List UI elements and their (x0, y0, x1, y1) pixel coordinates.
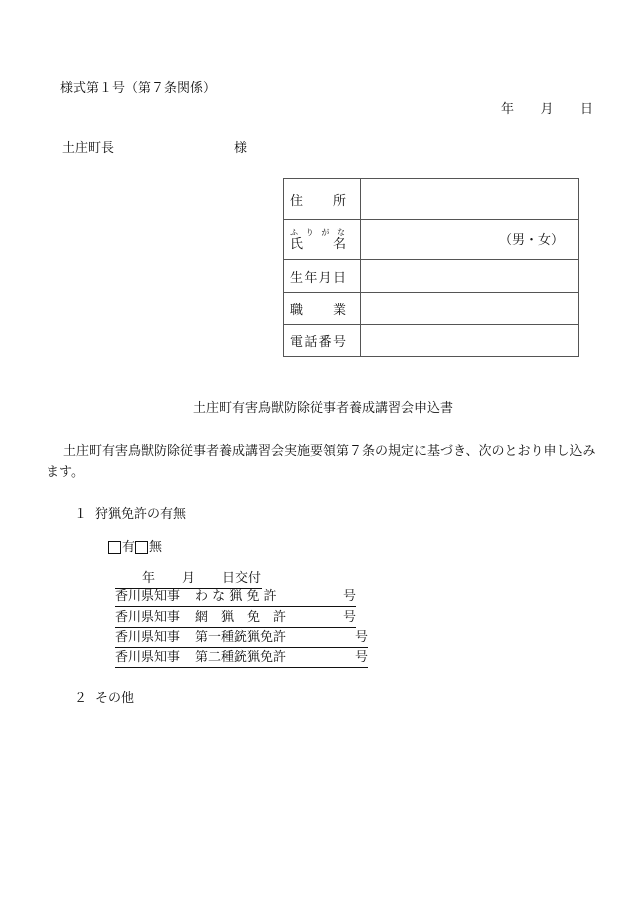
license-suffix: 号 (355, 650, 369, 665)
date-day: 日 (579, 102, 593, 117)
license-type: わ な 猟 免 許 (195, 589, 277, 604)
address-field[interactable] (361, 179, 579, 220)
license-checkbox-group (108, 541, 162, 554)
birthdate-label: 生 年 月 日 (284, 260, 361, 293)
license-row-trap[interactable] (115, 589, 356, 607)
phone-row (284, 325, 579, 357)
furigana-label: ふ り が な (290, 228, 345, 237)
date-month: 月 (540, 102, 554, 117)
license-type: 第一種銃猟免許 (195, 630, 287, 645)
document-title: 土庄町有害鳥獣防除従事者養成講習会申込書 (193, 401, 454, 416)
phone-field[interactable] (361, 325, 579, 357)
phone-label: 電 話 番 号 (284, 325, 361, 357)
addressee: 土庄町長 (62, 141, 115, 156)
license-issuer: 香川県知事 (115, 630, 181, 645)
birthdate-row (284, 260, 579, 293)
occupation-row (284, 293, 579, 325)
no-license-checkbox[interactable] (135, 541, 148, 554)
body-paragraph: 土庄町有害鳥獣防除従事者養成講習会実施要領第７条の規定に基づき、次のとおり申し込みます。 (46, 444, 596, 480)
section2-heading: その他 (95, 691, 135, 706)
name-row (284, 220, 579, 260)
license-issuer: 香川県知事 (115, 650, 181, 665)
license-suffix: 号 (343, 589, 357, 604)
license-issuer: 香川県知事 (115, 610, 181, 625)
section1-heading: 狩猟免許の有無 (95, 507, 187, 522)
section1-number: １ (74, 507, 88, 522)
license-suffix: 号 (355, 630, 369, 645)
license-type: 網 猟 免 許 (195, 610, 287, 625)
license-issuer: 香川県知事 (115, 589, 181, 604)
license-type: 第二種銃猟免許 (195, 650, 287, 665)
birthdate-field[interactable] (361, 260, 579, 293)
license-row-gun1[interactable] (115, 630, 368, 648)
name-label: ふ り が な 氏 名 (284, 220, 361, 260)
issue-year: 年 (142, 571, 156, 586)
occupation-field[interactable] (361, 293, 579, 325)
license-suffix: 号 (343, 610, 357, 625)
address-label: 住 所 (284, 179, 361, 220)
date-field (501, 103, 593, 116)
has-license-checkbox[interactable] (108, 541, 121, 554)
honorific: 様 (234, 141, 248, 156)
section2-number: ２ (74, 691, 88, 706)
applicant-table (283, 178, 579, 357)
gender-option[interactable]: （男・女） (498, 233, 564, 248)
date-year: 年 (501, 102, 515, 117)
license-row-gun2[interactable] (115, 650, 368, 668)
issue-date-line[interactable] (115, 571, 262, 589)
license-row-net[interactable] (115, 610, 356, 628)
form-number: 様式第１号（第７条関係） (60, 81, 217, 96)
has-license-label: 有 (122, 540, 136, 555)
occupation-label: 職 業 (284, 293, 361, 325)
address-row (284, 179, 579, 220)
issue-month: 月 (182, 571, 196, 586)
issue-day: 日交付 (222, 571, 262, 586)
name-field[interactable] (361, 220, 579, 260)
no-license-label: 無 (149, 540, 163, 555)
